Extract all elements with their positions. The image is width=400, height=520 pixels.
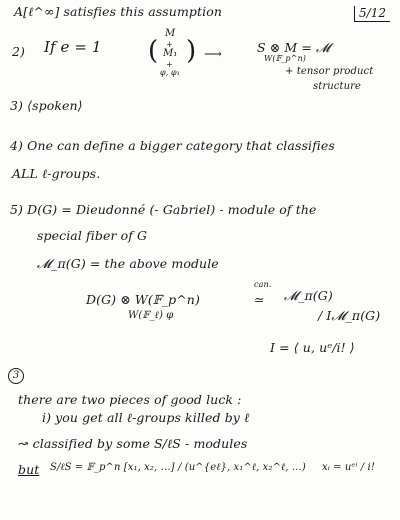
item2-label: 2) <box>12 44 26 59</box>
formula-tilde: ≃ <box>254 292 265 307</box>
item2-note1: + tensor product <box>285 66 374 77</box>
luck-line4-x: xᵢ = uᵉⁱ / i! <box>322 462 375 473</box>
item4-line1: 4) One can define a bigger category that classifies <box>10 138 335 153</box>
item3: 3) ⟨spoken⟩ <box>10 98 83 113</box>
col-mid: M₁ <box>163 48 178 59</box>
col-plus1: + <box>166 40 173 49</box>
luck-line2: i) you get all ℓ-groups killed by ℓ <box>42 410 250 425</box>
col-plus2: + <box>166 60 173 69</box>
header-line: A[ℓ^∞] satisfies this assumption <box>14 4 223 19</box>
ideal: I = ⟨ u, uᵉ/i! ⟩ <box>270 340 355 355</box>
item2-result-sub: W(𝔽_p^n) <box>264 54 306 63</box>
section-circle: 3 <box>8 368 24 384</box>
formula-left: D(G) ⊗ W(𝔽_p^n) <box>86 292 200 307</box>
right-paren: ) <box>186 36 197 66</box>
item5-line1: 5) D(G) = Dieudonné (- Gabriel) - module of the <box>10 202 317 217</box>
luck-line3: ↝ classified by some S/ℓS - modules <box>18 436 248 451</box>
item2-text: If e = 1 <box>44 38 102 56</box>
luck-line4: S/ℓS = 𝔽_p^n [x₁, x₂, …] / (u^{eℓ}, x₁^ℓ, x₂^ℓ, …) <box>50 462 306 473</box>
item2-result: S ⊗ M = 𝓜 <box>257 40 331 55</box>
page-number: 5/12 <box>354 6 390 22</box>
item5-line3: 𝓜_π(G) = the above module <box>37 256 219 271</box>
item2-note2: structure <box>313 81 362 92</box>
luck-but: but <box>18 462 40 477</box>
formula-quotient: / I𝓜_π(G) <box>318 308 381 323</box>
left-paren: ( <box>148 36 159 66</box>
col-top: M <box>165 28 176 39</box>
formula-can: can. <box>254 280 272 289</box>
luck-line1: there are two pieces of good luck : <box>18 392 242 407</box>
item5-line2: special fiber of G <box>37 228 148 243</box>
col-bot: φ, φ₁ <box>160 68 180 77</box>
item2-arrow: ⟶ <box>204 46 223 61</box>
formula-right: 𝓜_π(G) <box>284 288 333 303</box>
item4-line2: ALL ℓ-groups. <box>12 166 101 181</box>
formula-sub: W(𝔽_ℓ) φ <box>128 310 174 321</box>
